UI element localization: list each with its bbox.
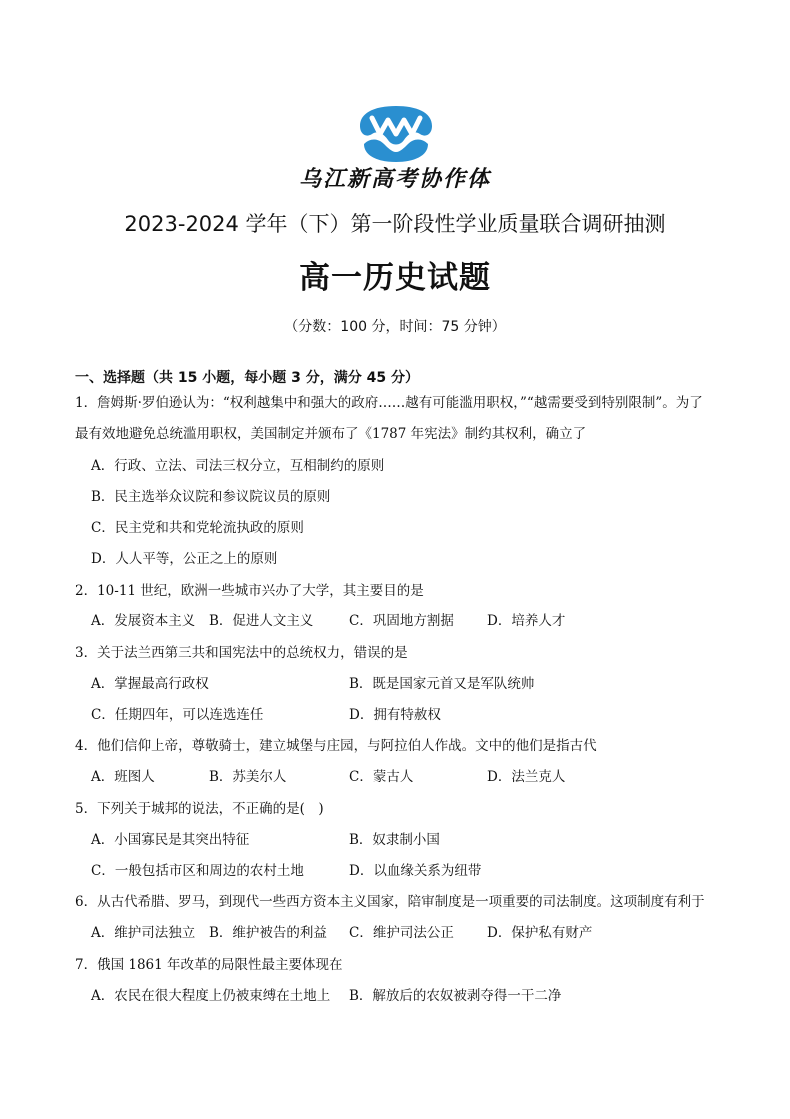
question-1-stem-line-1: 1．詹姆斯·罗伯逊认为：“权利越集中和强大的政府……越有可能滥用职权，”“越需要受到特别限制”。为了 (75, 395, 703, 411)
question-6-stem: 6．从古代希腊、罗马，到现代一些西方资本主义国家，陪审制度是一项重要的司法制度。这项制度有利于 (75, 894, 705, 910)
question-3-option-b: B．既是国家元首又是军队统帅 (349, 676, 535, 692)
question-2-option-a: A．发展资本主义 (91, 613, 196, 629)
question-3-option-a: A．掌握最高行政权 (91, 676, 209, 692)
question-5-option-d: D．以血缘关系为纽带 (349, 863, 482, 879)
question-4-option-b: B．苏美尔人 (209, 769, 287, 785)
brand-name: 乌江新高考协作体 (298, 167, 491, 192)
exam-meta: （分数：100 分，时间：75 分钟） (284, 319, 506, 335)
question-5-stem: 5．下列关于城邦的说法，不正确的是( ) (75, 801, 324, 817)
question-2-option-b: B．促进人文主义 (209, 613, 314, 629)
question-1-stem-line-2: 最有效地避免总统滥用职权，美国制定并颁布了《1787 年宪法》制约其权利，确立了 (75, 426, 587, 442)
question-4-option-a: A．班图人 (91, 769, 155, 785)
question-2-option-d: D．培养人才 (487, 613, 566, 629)
question-6-option-b: B．维护被告的利益 (209, 925, 327, 941)
question-1-option-b: B．民主选举众议院和参议院议员的原则 (91, 489, 331, 505)
question-5-option-a: A．小国寡民是其突出特征 (91, 832, 250, 848)
question-7-option-b: B．解放后的农奴被剥夺得一干二净 (349, 988, 562, 1004)
exam-title: 高一历史试题 (299, 260, 491, 296)
question-7-option-a: A．农民在很大程度上仍被束缚在土地上 (91, 988, 331, 1004)
question-6-option-a: A．维护司法独立 (91, 925, 196, 941)
question-3-option-c: C．任期四年，可以连选连任 (91, 707, 264, 723)
question-2-option-c: C．巩固地方割据 (349, 613, 454, 629)
question-1-option-a: A．行政、立法、司法三权分立，互相制约的原则 (91, 458, 385, 474)
question-6-option-c: C．维护司法公正 (349, 925, 454, 941)
question-3-option-d: D．拥有特赦权 (349, 707, 441, 723)
question-4-option-c: C．蒙古人 (349, 769, 414, 785)
question-1-option-d: D．人人平等，公正之上的原则 (91, 551, 278, 567)
question-1-option-c: C．民主党和共和党轮流执政的原则 (91, 520, 304, 536)
question-5-option-c: C．一般包括市区和周边的农村土地 (91, 863, 304, 879)
question-6-option-d: D．保护私有财产 (487, 925, 593, 941)
question-4-option-d: D．法兰克人 (487, 769, 566, 785)
question-2-stem: 2．10-11 世纪，欧洲一些城市兴办了大学，其主要目的是 (75, 583, 424, 599)
question-7-stem: 7．俄国 1861 年改革的局限性最主要体现在 (75, 957, 343, 973)
question-3-stem: 3．关于法兰西第三共和国宪法中的总统权力，错误的是 (75, 645, 408, 661)
exam-subtitle: 2023-2024 学年（下）第一阶段性学业质量联合调研抽测 (124, 212, 666, 236)
wujiang-wave-logo-icon (356, 104, 436, 164)
question-5-option-b: B．奴隶制小国 (349, 832, 440, 848)
question-4-stem: 4．他们信仰上帝，尊敬骑士，建立城堡与庄园，与阿拉伯人作战。文中的他们是指古代 (75, 738, 597, 754)
section-heading: 一、选择题（共 15 小题，每小题 3 分，满分 45 分） (75, 370, 419, 386)
